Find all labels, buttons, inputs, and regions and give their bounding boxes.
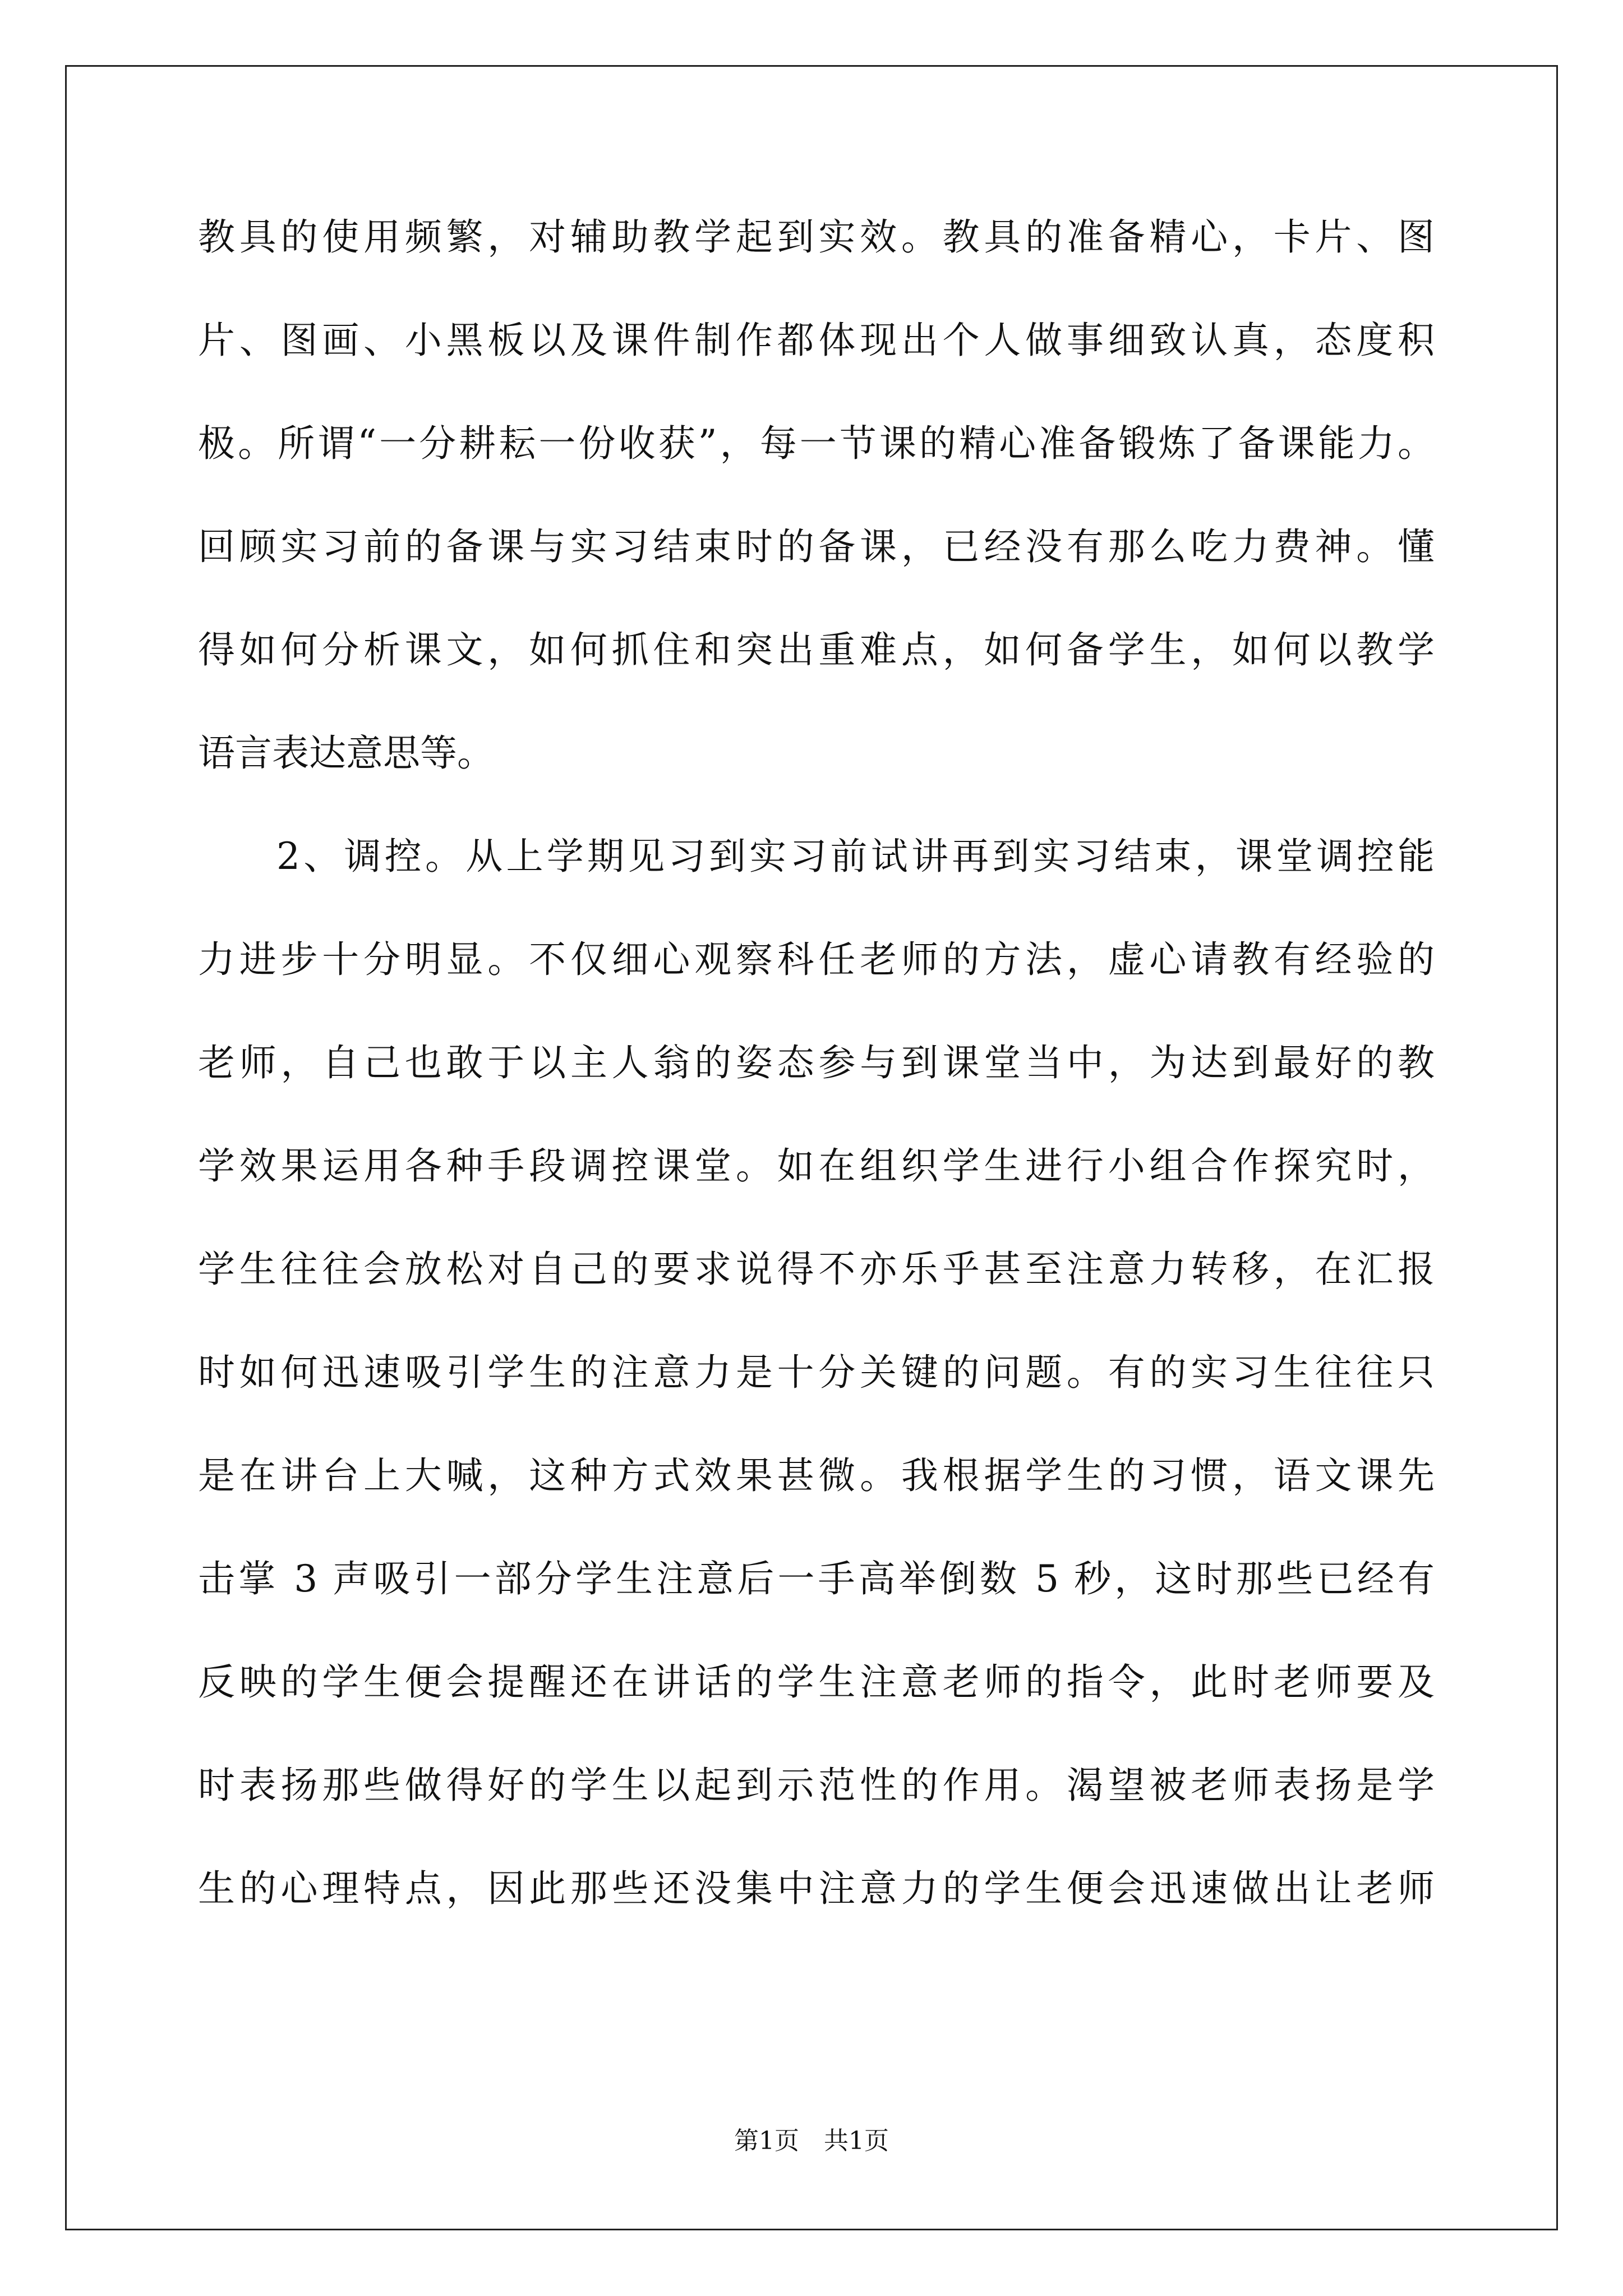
text-line: 老师，自己也敢于以主人翁的姿态参与到课堂当中，为达到最好的教 (198, 1041, 1435, 1084)
text-line: 片、图画、小黑板以及课件制作都体现出个人做事细致认真，态度积 (198, 319, 1435, 362)
document-body (198, 215, 1435, 1973)
paragraph-first-line: 2、调控。从上学期见习到实习前试讲再到实习结束，课堂调控能 (276, 835, 1435, 878)
text-line: 极。所谓“一分耕耘一份收获”，每一节课的精心准备锻炼了备课能力。 (198, 422, 1435, 465)
text-line: 得如何分析课文，如何抓住和突出重难点，如何备学生，如何以教学 (198, 628, 1435, 671)
text-line: 语言表达意思等。 (198, 731, 494, 775)
text-line: 反映的学生便会提醒还在讲话的学生注意老师的指令，此时老师要及 (198, 1660, 1435, 1704)
text-line: 学效果运用各种手段调控课堂。如在组织学生进行小组合作探究时， (198, 1144, 1435, 1188)
page-footer (0, 2129, 1623, 2154)
page-total: 共1页 (824, 2127, 889, 2155)
text-line: 教具的使用频繁，对辅助教学起到实效。教具的准备精心，卡片、图 (198, 215, 1435, 259)
page-number: 第1页 (734, 2127, 799, 2155)
text-line: 力进步十分明显。不仅细心观察科任老师的方法，虚心请教有经验的 (198, 938, 1435, 981)
text-line: 击掌 3 声吸引一部分学生注意后一手高举倒数 5 秒，这时那些已经有 (198, 1557, 1435, 1600)
text-line: 回顾实习前的备课与实习结束时的备课，已经没有那么吃力费神。懂 (198, 525, 1435, 568)
text-line: 学生往往会放松对自己的要求说得不亦乐乎甚至注意力转移，在汇报 (198, 1248, 1435, 1291)
text-line: 是在讲台上大喊，这种方式效果甚微。我根据学生的习惯，语文课先 (198, 1454, 1435, 1497)
text-line: 生的心理特点，因此那些还没集中注意力的学生便会迅速做出让老师 (198, 1867, 1435, 1910)
text-line: 时如何迅速吸引学生的注意力是十分关键的问题。有的实习生往往只 (198, 1351, 1435, 1394)
text-line: 时表扬那些做得好的学生以起到示范性的作用。渴望被老师表扬是学 (198, 1764, 1435, 1807)
